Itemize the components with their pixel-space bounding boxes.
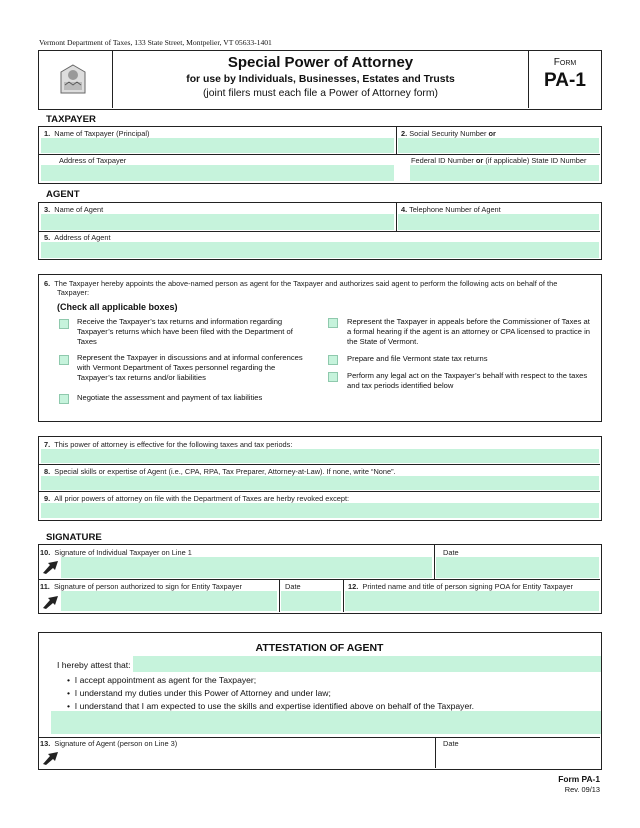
attest-bullet-list [67,674,474,713]
field-11-label: 11. Signature of person authorized to sign for Entity Taxpayer [40,582,243,591]
vermont-seal-icon [58,63,88,95]
field-8-label: 8. Special skills or expertise of Agent (i.e., CPA, RPA, Tax Preparer, Attorney-at-Law). If none, write “None”. [44,467,396,476]
attest-bullet: • I understand my duties under this Power of Attorney and under law; [67,688,331,698]
checkbox-legal-act[interactable] [328,372,338,382]
taxpayer-box [38,126,602,184]
agent-phone-input[interactable] [398,214,599,230]
federal-id-label: Federal ID Number or (if applicable) State ID Number [411,156,587,165]
form-subtitle: for use by Individuals, Businesses, Estates and Trusts [186,74,455,85]
date-11-label: Date [285,582,301,591]
option-prepare-file: Prepare and file Vermont state tax returns [347,354,488,363]
checkbox-prepare-file[interactable] [328,355,338,365]
checkbox-receive-returns[interactable] [59,319,69,329]
field-9-label: 9. All prior powers of attorney on file with the Department of Taxes are herby revoked except: [44,494,350,503]
agent-name-input[interactable] [41,214,394,230]
department-address: Vermont Department of Taxes, 133 State Street, Montpelier, VT 05633-1401 [39,38,272,47]
special-skills-input[interactable] [41,476,599,490]
sign-here-arrow-icon [42,751,60,765]
section-signature: SIGNATURE [46,532,102,543]
attest-name-input[interactable] [133,656,601,672]
form-header [38,50,602,110]
date-11-input[interactable] [281,591,341,611]
taxpayer-address-label: Address of Taxpayer [59,156,127,165]
attest-bullet: • I understand that I am expected to use the skills and expertise identified above on behalf of the Taxpayer. [67,701,475,711]
option-legal-act: Perform any legal act on the Taxpayer’s behalf with respect to the taxes and tax periods identified below [347,371,588,390]
footer-revision: Rev. 09/13 [564,785,600,794]
form-word: Form [553,57,577,68]
field-3-label: 3. Name of Agent [44,205,104,214]
section-agent: AGENT [46,189,80,200]
field-13-label: 13. Signature of Agent (person on Line 3) [40,739,178,748]
checkbox-appeals[interactable] [328,318,338,328]
attest-bullet: • I accept appointment as agent for the Taxpayer; [67,675,257,685]
signature-box [38,544,602,614]
authorization-intro: 6. The Taxpayer hereby appoints the above-named person as agent for the Taxpayer and authorizes said agent to perform the following acts on behalf of the [44,279,558,288]
entity-signature-input[interactable] [61,591,277,611]
field-5-label: 5. Address of Agent [44,233,111,242]
attestation-box [38,632,602,770]
attestation-heading: ATTESTATION OF AGENT [255,642,384,654]
date-10-input[interactable] [436,557,599,578]
attest-skills-input[interactable] [51,711,601,734]
sign-here-arrow-icon [42,595,60,609]
field-1-label: 1. Name of Taxpayer (Principal) [44,129,150,138]
option-negotiate: Negotiate the assessment and payment of tax liabilities [77,393,263,402]
section-taxpayer: TAXPAYER [46,114,96,125]
date-13-label: Date [443,739,459,748]
form-title: Special Power of Attorney [227,54,414,71]
option-appeals: Represent the Taxpayer in appeals before the Commissioner of Taxes at a formal hearing if the agent is an attorney or CPA licensed to practice in the State of Vermont. [347,317,590,346]
form-id: PA-1 [544,70,586,91]
individual-signature-input[interactable] [61,557,432,578]
tax-periods-box [38,436,602,521]
check-all-label: (Check all applicable boxes) [57,302,178,312]
option-informal-conferences: Represent the Taxpayer in discussions and at informal conferences with Vermont Department of Taxes personnel regarding the Taxpayer’s tax returns and/or liabilities [77,353,303,382]
field-12-label: 12. Printed name and title of person signing POA for Entity Taxpayer [348,582,574,591]
option-receive-returns: Receive the Taxpayer’s tax returns and information regarding Taxpayer’s returns which have been filed with the Department of Taxes [77,317,293,346]
agent-address-input[interactable] [41,242,599,258]
authorization-box [38,274,602,422]
authorization-intro-2: Taxpayer: [57,288,90,297]
ssn-input[interactable] [398,138,599,153]
footer-form-id: Form PA-1 [558,774,600,784]
attest-intro: I hereby attest that: [57,660,131,670]
prior-poa-input[interactable] [41,503,599,518]
field-4-label: 4. Telephone Number of Agent [401,205,501,214]
field-10-label: 10. Signature of Individual Taxpayer on Line 1 [40,548,192,557]
taxpayer-address-input[interactable] [41,165,394,181]
checkbox-negotiate[interactable] [59,394,69,404]
sign-here-arrow-icon [42,560,60,574]
field-2-label: 2. Social Security Number or [401,129,496,138]
taxpayer-name-input[interactable] [41,138,394,153]
tax-periods-input[interactable] [41,449,599,463]
checkbox-informal-conferences[interactable] [59,355,69,365]
printed-name-input[interactable] [345,591,599,611]
agent-box [38,202,602,260]
date-10-label: Date [443,548,459,557]
field-7-label: 7. This power of attorney is effective for the following taxes and tax periods: [44,440,293,449]
form-subtitle-note: (joint filers must each file a Power of Attorney form) [202,88,439,99]
federal-id-input[interactable] [410,165,599,181]
